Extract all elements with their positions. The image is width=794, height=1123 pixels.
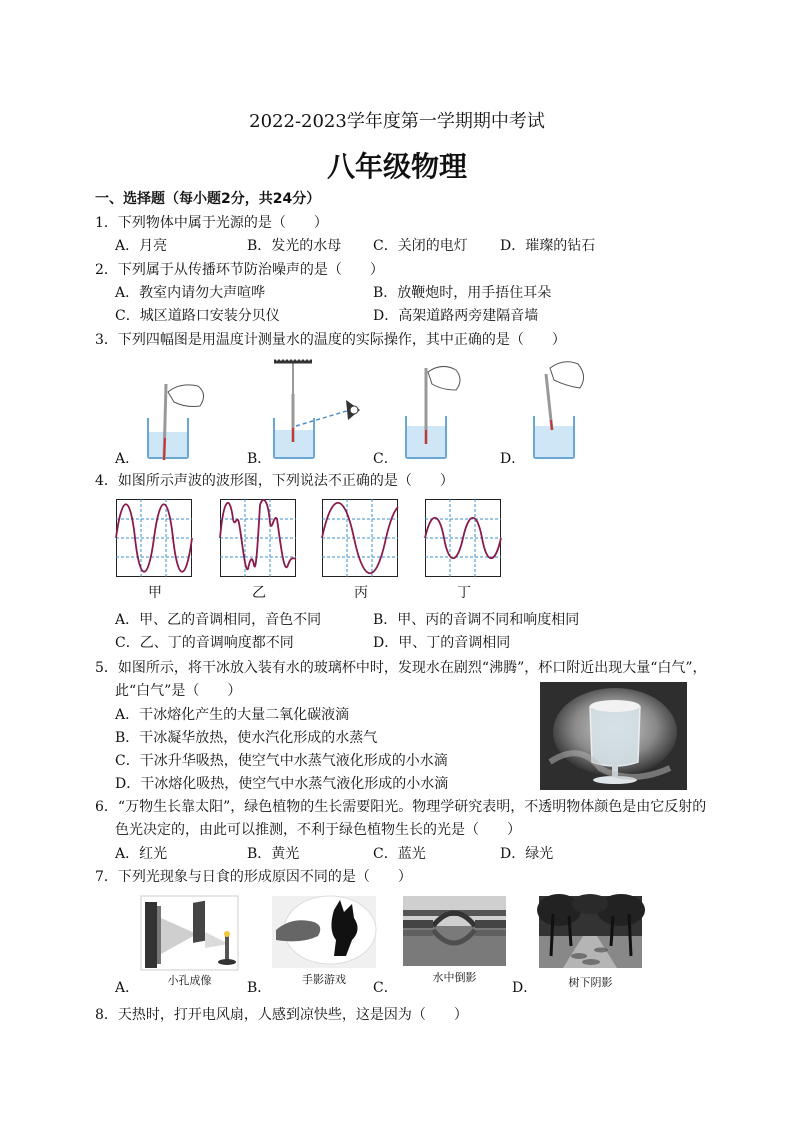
q7-caption-c: 水中倒影 xyxy=(432,971,477,984)
q5-dry-ice-photo xyxy=(540,682,687,790)
q2-option-d[interactable]: D．高架道路两旁建隔音墙 xyxy=(373,308,539,324)
q5-option-a[interactable]: A．干冰熔化产生的大量二氧化碳液滴 xyxy=(115,707,350,723)
q4-wave-ding xyxy=(425,499,501,577)
q1-option-b[interactable]: B．发光的水母 xyxy=(247,238,342,254)
q7-stem: 7．下列光现象与日食的形成原因不同的是（ ） xyxy=(95,869,412,885)
q4-option-b[interactable]: B．甲、丙的音调不同和响度相同 xyxy=(373,612,580,628)
q6-stem-line2: 色光决定的，由此可以推测，不利于绿色植物生长的光是（ ） xyxy=(115,822,521,838)
q6-option-c[interactable]: C．蓝光 xyxy=(373,846,426,862)
q7-caption-a: 小孔成像 xyxy=(167,974,212,987)
q5-option-b[interactable]: B．干冰凝华放热，使水汽化形成的水蒸气 xyxy=(115,730,378,746)
q5-option-d[interactable]: D．干冰熔化吸热，使空气中水蒸气液化形成的小水滴 xyxy=(115,776,449,792)
exam-year-title: 2022-2023学年度第一学期期中考试 xyxy=(249,111,545,132)
q4-wave-yi xyxy=(220,499,296,577)
q4-wave-label-jia: 甲 xyxy=(148,585,162,601)
q4-wave-label-yi: 乙 xyxy=(252,585,266,601)
q6-stem-line1: 6．“万物生长靠太阳”，绿色植物的生长需要阳光。物理学研究表明，不透明物体颜色是由它反射的 xyxy=(95,799,707,815)
q3-figure-d xyxy=(526,358,596,460)
q4-option-d[interactable]: D．甲、丁的音调相同 xyxy=(373,635,511,651)
q4-wave-jia xyxy=(116,499,192,577)
q7-option-c[interactable]: C． xyxy=(373,980,398,996)
q5-option-c[interactable]: C．干冰升华吸热，使空气中水蒸气液化形成的小水滴 xyxy=(115,753,448,769)
q4-option-a[interactable]: A．甲、乙的音调相同，音色不同 xyxy=(115,612,322,628)
q7-option-d[interactable]: D． xyxy=(512,980,538,996)
q2-option-b[interactable]: B．放鞭炮时，用手捂住耳朵 xyxy=(373,285,552,301)
q4-wave-label-ding: 丁 xyxy=(457,585,471,601)
q3-option-b[interactable]: B． xyxy=(247,451,272,467)
q3-option-d[interactable]: D． xyxy=(500,451,526,467)
q5-stem-line2: 此“白气”是（ ） xyxy=(115,683,242,699)
q7-tree-shade-image xyxy=(539,896,642,968)
q1-option-a[interactable]: A．月亮 xyxy=(115,238,168,254)
q1-option-d[interactable]: D．璀璨的钻石 xyxy=(500,238,596,254)
q3-option-c[interactable]: C． xyxy=(373,451,398,467)
q4-option-c[interactable]: C．乙、丁的音调响度都不同 xyxy=(115,635,294,651)
q2-option-a[interactable]: A．教室内请勿大声喧哗 xyxy=(115,285,266,301)
q7-option-a[interactable]: A． xyxy=(115,980,140,996)
q2-option-c[interactable]: C．城区道路口安装分贝仪 xyxy=(115,308,280,324)
q7-option-b[interactable]: B． xyxy=(247,980,272,996)
q7-caption-b: 手影游戏 xyxy=(302,973,346,986)
q7-hand-shadow-image xyxy=(272,896,376,968)
q2-stem: 2．下列属于从传播环节防治噪声的是（ ） xyxy=(95,262,384,278)
section-heading: 一、选择题（每小题2分，共24分） xyxy=(95,191,321,207)
q3-figure-a xyxy=(140,378,210,460)
q3-figure-b xyxy=(268,358,373,460)
q7-caption-d: 树下阴影 xyxy=(568,976,613,989)
q1-stem: 1．下列物体中属于光源的是（ ） xyxy=(95,215,328,231)
q6-option-a[interactable]: A．红光 xyxy=(115,846,168,862)
subject-title: 八年级物理 xyxy=(326,150,467,183)
q4-wave-bing xyxy=(322,499,398,577)
q1-option-c[interactable]: C．关闭的电灯 xyxy=(373,238,468,254)
q7-reflection-image xyxy=(403,896,506,966)
q3-stem: 3．下列四幅图是用温度计测量水的温度的实际操作，其中正确的是（ ） xyxy=(95,332,566,348)
q4-stem: 4．如图所示声波的波形图，下列说法不正确的是（ ） xyxy=(95,473,454,489)
q3-option-a[interactable]: A． xyxy=(115,451,140,467)
q6-option-b[interactable]: B．黄光 xyxy=(247,846,300,862)
q6-option-d[interactable]: D．绿光 xyxy=(500,846,554,862)
q5-stem-line1: 5．如图所示，将干冰放入装有水的玻璃杯中时，发现水在剧烈“沸腾”，杯口附近出现大量“白气”， xyxy=(95,660,707,676)
q8-stem: 8．天热时，打开电风扇，人感到凉快些，这是因为（ ） xyxy=(95,1007,468,1023)
q7-pinhole-image xyxy=(141,896,238,970)
q4-wave-label-bing: 丙 xyxy=(354,585,368,601)
q3-figure-c xyxy=(398,364,468,460)
